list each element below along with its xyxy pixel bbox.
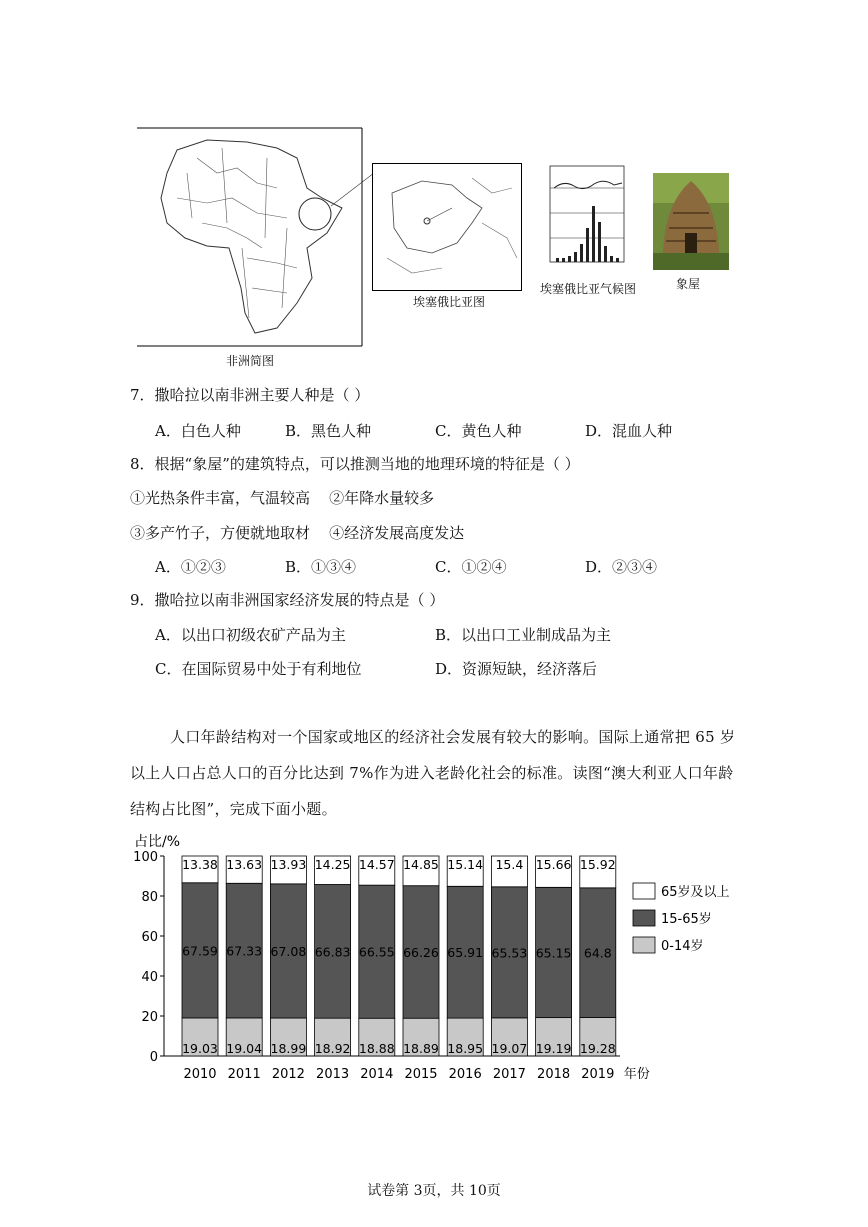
q8-option-d: D．②③④ bbox=[585, 558, 658, 576]
q8-option-c: C．①②④ bbox=[435, 558, 507, 576]
q7-option-d: D．混血人种 bbox=[585, 422, 673, 440]
data-label: 67.59 bbox=[182, 943, 218, 959]
intro-line-1: 人口年龄结构对一个国家或地区的经济社会发展有较大的影响。国际上通常把 65 岁 bbox=[170, 728, 736, 746]
q7-stem: 7．撒哈拉以南非洲主要人种是（ ） bbox=[130, 386, 370, 404]
y-tick-label: 0 bbox=[149, 1050, 158, 1065]
y-axis-label: 占比/% bbox=[134, 834, 181, 850]
climate-chart-image bbox=[540, 158, 635, 276]
x-tick-label: 2011 bbox=[227, 1067, 261, 1082]
data-label: 18.99 bbox=[270, 1041, 307, 1056]
data-label: 19.28 bbox=[579, 1041, 616, 1056]
ethiopia-map-image bbox=[372, 163, 522, 291]
x-tick-label: 2013 bbox=[316, 1067, 350, 1082]
x-tick-label: 2019 bbox=[581, 1067, 615, 1082]
climate-chart-caption: 埃塞俄比亚气候图 bbox=[540, 282, 637, 296]
y-tick-label: 80 bbox=[141, 890, 158, 905]
x-tick-label: 2017 bbox=[492, 1067, 526, 1082]
data-label: 65.53 bbox=[491, 945, 528, 961]
data-label: 13.38 bbox=[182, 857, 218, 872]
x-tick-label: 2018 bbox=[537, 1067, 571, 1082]
africa-map-figure bbox=[137, 128, 362, 346]
data-label: 66.55 bbox=[358, 944, 395, 960]
x-tick-label: 2014 bbox=[360, 1067, 394, 1082]
legend-label: 0-14岁 bbox=[661, 939, 704, 954]
x-tick-label: 2010 bbox=[183, 1067, 217, 1082]
data-label: 65.15 bbox=[535, 945, 572, 961]
data-label: 19.19 bbox=[535, 1041, 572, 1056]
data-label: 13.93 bbox=[270, 857, 307, 872]
y-tick-label: 100 bbox=[133, 850, 158, 865]
data-label: 13.63 bbox=[226, 857, 263, 872]
q8-statements-2: ③多产竹子，方便就地取材 ④经济发展高度发达 bbox=[130, 524, 465, 542]
q8-statements-1: ①光热条件丰富，气温较高 ②年降水量较多 bbox=[130, 489, 435, 507]
climate-chart-figure bbox=[540, 158, 635, 276]
q8-option-b: B．①③④ bbox=[285, 558, 357, 576]
data-label: 67.08 bbox=[270, 943, 307, 959]
data-label: 65.91 bbox=[447, 945, 484, 961]
intro-line-3: 结构占比图”，完成下面小题。 bbox=[130, 800, 337, 818]
x-tick-label: 2012 bbox=[271, 1067, 305, 1082]
q9-option-c: C．在国际贸易中处于有利地位 bbox=[155, 660, 362, 678]
data-label: 14.25 bbox=[314, 857, 351, 872]
legend-swatch bbox=[633, 937, 655, 953]
q7-option-a: A．白色人种 bbox=[155, 422, 241, 440]
q8-option-a: A．①②③ bbox=[155, 558, 226, 576]
ethiopia-map-figure bbox=[372, 163, 522, 291]
elephant-house-caption: 象屋 bbox=[676, 277, 701, 291]
data-label: 66.26 bbox=[403, 944, 439, 960]
elephant-house-photo bbox=[653, 173, 729, 270]
q9-option-a: A．以出口初级农矿产品为主 bbox=[155, 626, 346, 644]
data-label: 15.66 bbox=[535, 857, 572, 872]
y-tick-label: 20 bbox=[141, 1010, 158, 1025]
x-axis-label: 年份 bbox=[623, 1067, 650, 1082]
africa-map-caption: 非洲简图 bbox=[226, 354, 275, 368]
data-label: 15.4 bbox=[495, 857, 524, 872]
data-label: 19.03 bbox=[182, 1041, 218, 1056]
intro-line-2: 以上人口占总人口的百分比达到 7%作为进入老龄化社会的标准。读图“澳大利亚人口年龄 bbox=[130, 764, 734, 782]
legend-label: 65岁及以上 bbox=[661, 885, 730, 900]
legend-label: 15-65岁 bbox=[661, 912, 712, 927]
population-chart bbox=[120, 826, 730, 1090]
data-label: 18.89 bbox=[403, 1041, 439, 1056]
q9-stem: 9．撒哈拉以南非洲国家经济发展的特点是（ ） bbox=[130, 591, 445, 609]
q9-option-d: D．资源短缺，经济落后 bbox=[435, 660, 598, 678]
page-footer: 试卷第 3页，共 10页 bbox=[367, 1183, 501, 1199]
q8-stem: 8．根据“象屋”的建筑特点，可以推测当地的地理环境的特征是（ ） bbox=[130, 455, 580, 473]
data-label: 15.14 bbox=[447, 857, 484, 872]
q7-option-c: C．黄色人种 bbox=[435, 422, 522, 440]
data-label: 18.92 bbox=[314, 1041, 351, 1056]
data-label: 19.07 bbox=[491, 1041, 528, 1056]
data-label: 18.95 bbox=[447, 1041, 484, 1056]
data-label: 67.33 bbox=[226, 943, 263, 959]
q7-option-b: B．黑色人种 bbox=[285, 422, 372, 440]
q9-option-b: B．以出口工业制成品为主 bbox=[435, 626, 612, 644]
legend-swatch bbox=[633, 910, 655, 926]
data-label: 18.88 bbox=[358, 1041, 395, 1056]
data-label: 14.57 bbox=[358, 857, 395, 872]
data-label: 64.8 bbox=[583, 945, 612, 961]
data-label: 66.83 bbox=[314, 944, 351, 960]
data-label: 19.04 bbox=[226, 1041, 263, 1056]
data-label: 14.85 bbox=[403, 857, 439, 872]
y-tick-label: 40 bbox=[141, 970, 158, 985]
ethiopia-map-caption: 埃塞俄比亚图 bbox=[413, 295, 486, 309]
x-tick-label: 2016 bbox=[448, 1067, 482, 1082]
data-label: 15.92 bbox=[579, 857, 616, 872]
population-chart-svg bbox=[120, 826, 730, 1090]
legend-swatch bbox=[633, 883, 655, 899]
x-tick-label: 2015 bbox=[404, 1067, 438, 1082]
y-tick-label: 60 bbox=[141, 930, 158, 945]
africa-map-image bbox=[137, 128, 362, 346]
